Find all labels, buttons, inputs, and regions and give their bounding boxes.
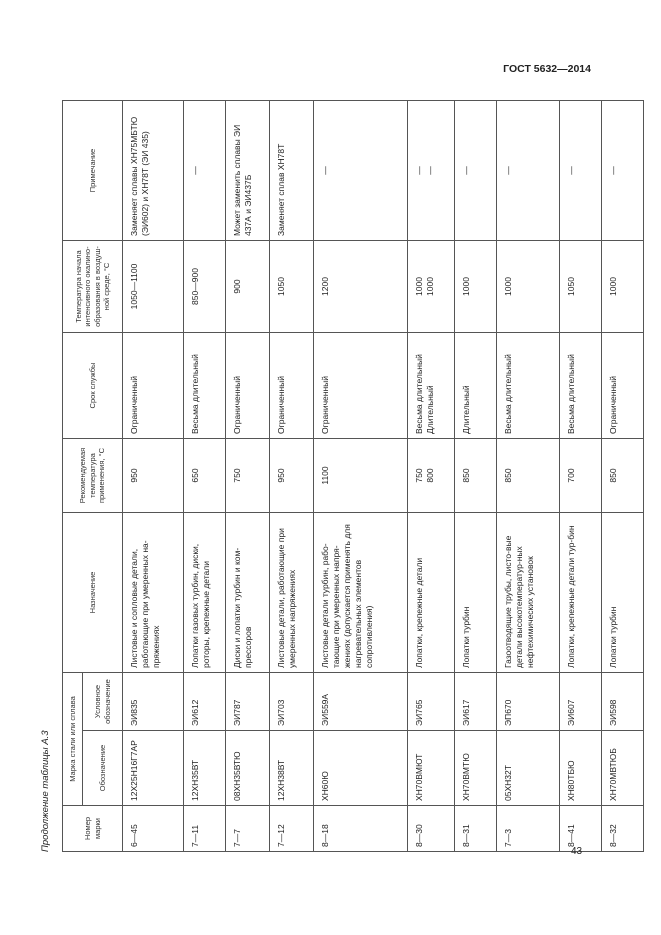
cell-temp-recommended: 850 (497, 439, 560, 513)
cell-conventional: ЭИ617 (455, 673, 497, 731)
cell-number: 8—31 (455, 806, 497, 852)
cell-conventional: ЭИ598 (602, 673, 644, 731)
table-row (408, 101, 455, 852)
cell-conventional: ЭИ765 (408, 673, 455, 731)
alloy-table (62, 100, 644, 852)
cell-service-life: Весьма длительный (497, 333, 560, 439)
page-number: 43 (571, 846, 583, 857)
table-row (560, 101, 602, 852)
cell-temp-recommended: 700 (560, 439, 602, 513)
cell-purpose: Лопатки турбин (455, 513, 497, 673)
cell-purpose: Газоотводящие трубы, листо-вые детали высокотемператур-ных нефтехимических установок (497, 513, 560, 673)
cell-conventional: ЭИ787 (226, 673, 270, 731)
header-designation: Обозначение (83, 731, 123, 806)
cell-designation: ХН70МВТЮБ (602, 731, 644, 806)
cell-note: Заменяет сплавы ХН75МБТЮ (ЭИ602) и ХН78Т (ЭИ 435) (123, 101, 184, 241)
cell-service-life: Ограниченный (270, 333, 314, 439)
cell-purpose: Лопатки газовых турбин, диски, роторы, крепежные детали (184, 513, 226, 673)
cell-designation: 05ХН32Т (497, 731, 560, 806)
cell-service-life: Ограниченный (123, 333, 184, 439)
rotated-content (40, 96, 618, 852)
cell-number: 8—41 (560, 806, 602, 852)
cell-service-life: Весьма длительный (560, 333, 602, 439)
cell-temp-oxidation: 1050 (270, 241, 314, 333)
standard-designation: ГОСТ 5632—2014 (503, 63, 591, 75)
cell-purpose: Диски и лопатки турбин и ком-прессоров (226, 513, 270, 673)
cell-number: 7—7 (226, 806, 270, 852)
cell-number: 7—11 (184, 806, 226, 852)
header-grade-group: Марка стали или сплава (63, 673, 83, 806)
cell-conventional: ЭИ559А (314, 673, 408, 731)
cell-temp-oxidation: 1200 (314, 241, 408, 333)
cell-temp-recommended: 850 (602, 439, 644, 513)
table-row (270, 101, 314, 852)
cell-note: — (184, 101, 226, 241)
cell-designation: 12Х25Н16Г7АР (123, 731, 184, 806)
cell-temp-oxidation: 1000 1000 (408, 241, 455, 333)
cell-temp-oxidation: 1000 (602, 241, 644, 333)
cell-service-life: Ограниченный (314, 333, 408, 439)
cell-temp-oxidation: 1050—1100 (123, 241, 184, 333)
cell-note: Заменяет сплав ХН78Т (270, 101, 314, 241)
cell-purpose: Лопатки, крепежные детали тур-бин (560, 513, 602, 673)
cell-temp-oxidation: 1000 (455, 241, 497, 333)
cell-temp-oxidation: 850—900 (184, 241, 226, 333)
header-conventional: Условное обозначение (83, 673, 123, 731)
cell-designation: ХН80ТБЮ (560, 731, 602, 806)
header-note: Примечание (63, 101, 123, 241)
cell-service-life: Весьма длительный (184, 333, 226, 439)
table-caption: Продолжение таблицы А.3 (40, 730, 51, 852)
table-row (226, 101, 270, 852)
cell-temp-oxidation: 900 (226, 241, 270, 333)
cell-temp-recommended: 750 800 (408, 439, 455, 513)
cell-note: Может заменить сплавы ЭИ 437А и ЭИ437Б (226, 101, 270, 241)
cell-note: — (602, 101, 644, 241)
cell-purpose: Лопатки, крепежные детали (408, 513, 455, 673)
table-row (455, 101, 497, 852)
cell-conventional: ЭИ835 (123, 673, 184, 731)
table-row (602, 101, 644, 852)
cell-note: — — (408, 101, 455, 241)
cell-service-life: Ограниченный (602, 333, 644, 439)
header-temp-recommended: Рекомендуемая температура применения, °С (63, 439, 123, 513)
cell-number: 6—45 (123, 806, 184, 852)
cell-service-life: Весьма длительный Длительный (408, 333, 455, 439)
table-row (184, 101, 226, 852)
cell-designation: 12ХН38ВТ (270, 731, 314, 806)
cell-service-life: Длительный (455, 333, 497, 439)
cell-conventional: ЭИ612 (184, 673, 226, 731)
cell-temp-recommended: 950 (123, 439, 184, 513)
cell-designation: ХН70ВМЮТ (408, 731, 455, 806)
cell-number: 8—18 (314, 806, 408, 852)
table-row (497, 101, 560, 852)
cell-temp-oxidation: 1000 (497, 241, 560, 333)
cell-number: 8—30 (408, 806, 455, 852)
cell-note: — (560, 101, 602, 241)
cell-temp-recommended: 850 (455, 439, 497, 513)
table-row (123, 101, 184, 852)
cell-temp-recommended: 750 (226, 439, 270, 513)
cell-temp-recommended: 950 (270, 439, 314, 513)
cell-purpose: Листовые и сопловые детали, работающие при умеренных на-пряжениях (123, 513, 184, 673)
cell-temp-oxidation: 1050 (560, 241, 602, 333)
table-body (123, 101, 644, 852)
cell-note: — (314, 101, 408, 241)
header-purpose: Назначение (63, 513, 123, 673)
cell-service-life: Ограниченный (226, 333, 270, 439)
cell-designation: 08ХН35ВТЮ (226, 731, 270, 806)
cell-number: 7—12 (270, 806, 314, 852)
cell-note: — (455, 101, 497, 241)
header-service-life: Срок службы (63, 333, 123, 439)
table-row (314, 101, 408, 852)
cell-designation: ХН70ВМТЮ (455, 731, 497, 806)
cell-conventional: ЭИ607 (560, 673, 602, 731)
cell-purpose: Лопатки турбин (602, 513, 644, 673)
cell-conventional: ЭИ703 (270, 673, 314, 731)
cell-conventional: ЭП670 (497, 673, 560, 731)
header-number: Номер марки (63, 806, 123, 852)
cell-number: 7—3 (497, 806, 560, 852)
cell-purpose: Листовые детали турбин, рабо-тающие при умеренных напря-жениях (допускается применять для нагревательных элементов сопротивления) (314, 513, 408, 673)
cell-note: — (497, 101, 560, 241)
cell-designation: 12ХН35ВТ (184, 731, 226, 806)
cell-designation: ХН60Ю (314, 731, 408, 806)
header-temp-oxidation: Температура начала интенсивного окалино-образования в воздуш-ной среде, °С (63, 241, 123, 333)
cell-temp-recommended: 650 (184, 439, 226, 513)
cell-number: 8—32 (602, 806, 644, 852)
cell-temp-recommended: 1100 (314, 439, 408, 513)
cell-purpose: Листовые детали, работающие при умеренных напряжениях (270, 513, 314, 673)
